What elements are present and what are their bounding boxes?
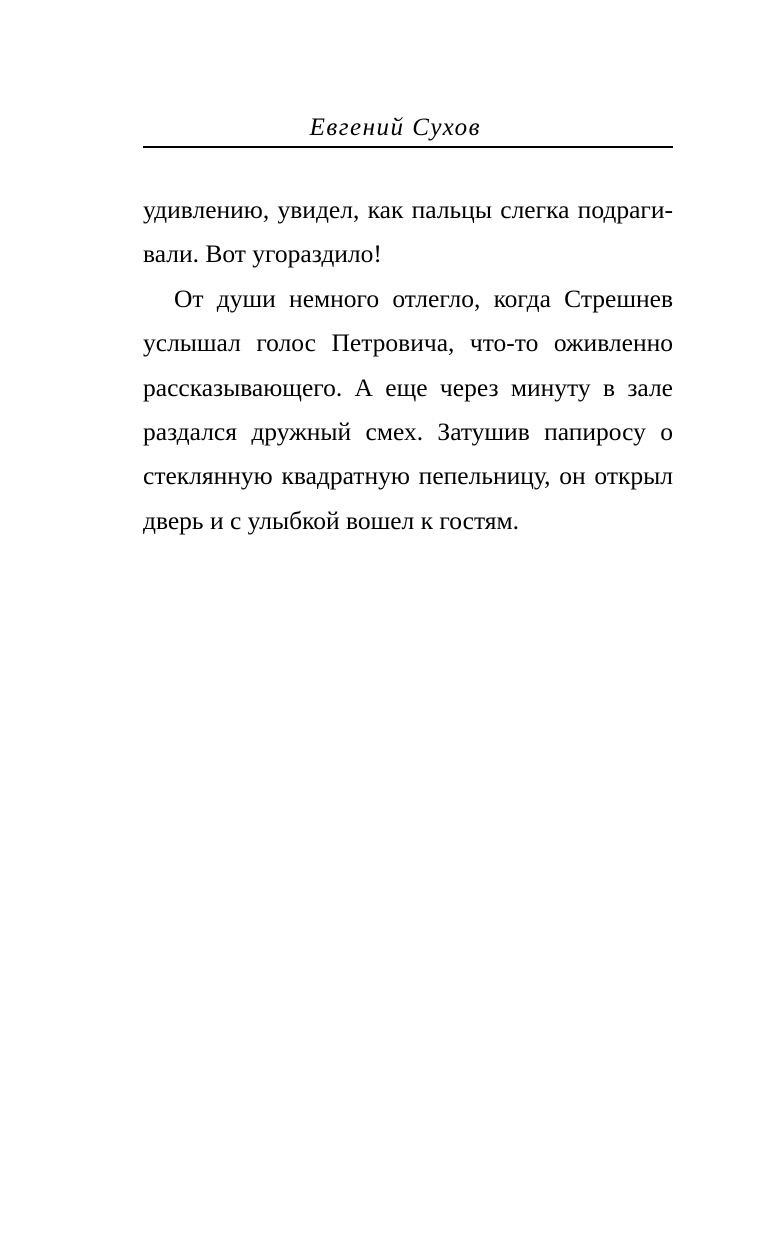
text-line: услышал голос Петровича, что-то оживленно: [143, 328, 673, 358]
body-text: [143, 188, 673, 543]
text-line: удивлению, увидел, как пальцы слегка подраги-: [143, 195, 673, 224]
text-line: раздался дружный смех. Затушив папиросу о: [143, 416, 673, 446]
running-head: [143, 112, 673, 148]
text-line: стеклянную квадратную пепельницу, он открыл: [143, 461, 673, 491]
paragraph: [143, 188, 673, 277]
text-line: дверь и с улыбкой вошел к гостям.: [143, 505, 519, 535]
text-line: От души немного отлегло, когда Стрешнев: [174, 283, 673, 313]
running-head-author: Евгений Сухов: [309, 114, 481, 141]
header-rule: [143, 146, 673, 148]
paragraph: [143, 277, 673, 543]
text-line: вали. Вот угораздило!: [143, 239, 382, 269]
text-line: рассказывающего. А еще через минуту в зале: [143, 372, 673, 402]
